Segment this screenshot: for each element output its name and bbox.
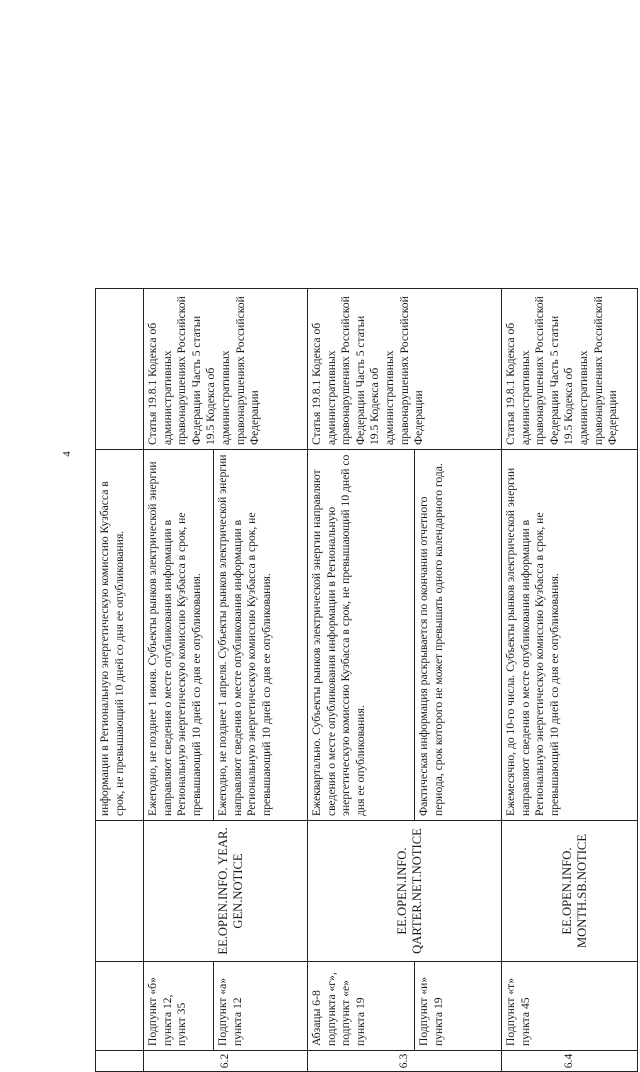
obligation-cell: информации в Региональную энергетическую комиссию Кузбасса в срок, не превышающий 10 дней со дня ее опубликования. (96, 450, 144, 821)
legal-basis-cell (214, 962, 308, 1051)
legal-basis-text: Подпункт «б» пункта 12, пункт 35 (146, 977, 189, 1046)
obligation-cell: Фактическая информация раскрывается по окончании отчетного периода, срок которого не может превышать одного календарного года. (415, 450, 502, 821)
template-code-cell (502, 821, 638, 962)
obligation-cell: Ежемесячно, до 10-го числа. Субъекты рынков электрической энергии направляют сведения о месте опубликования информации в Региональную энергетическую комиссию Кузбасса в срок, не превышающий 10 дней со дня ее опубликования. (502, 450, 638, 821)
liability-cell: Статья 19.8.1 Кодекса об административных правонарушениях Российской Федерации Часть 5 статьи 19.5 Кодекса об административных правонарушениях Российской Федерации (502, 289, 638, 450)
template-code: EE.OPEN.INFO. YEAR. GEN.NOTICE (215, 827, 245, 955)
table-row (144, 289, 214, 1072)
liability-cell: Статья 19.8.1 Кодекса об административных правонарушениях Российской Федерации Часть 5 статьи 19.5 Кодекса об административных правонарушениях Российской Федерации (308, 289, 502, 450)
obligation-cell: Ежегодно, не позднее 1 июня. Субъекты рынков электрической энергии направляют сведения о месте опубликования информации в Региональную энергетическую комиссию Кузбасса в срок, не превышающий 10 дней со дня ее опубликования. (144, 450, 214, 821)
table-row (308, 289, 415, 1072)
legal-basis-cell (308, 962, 415, 1051)
legal-basis-cell (96, 962, 144, 1051)
legal-basis-cell (502, 962, 638, 1051)
liability-cell (96, 289, 144, 450)
liability-cell: Статья 19.8.1 Кодекса об административных правонарушениях Российской Федерации Часть 5 статьи 19.5 Кодекса об административных правонарушениях Российской Федерации (144, 289, 308, 450)
template-code-cell (96, 821, 144, 962)
row-number-cell (96, 1051, 144, 1072)
legal-basis-cell (144, 962, 214, 1051)
table-row (502, 289, 638, 1072)
table-row (96, 289, 144, 1072)
obligation-cell: Ежеквартально. Субъекты рынков электрической энергии направляют сведения о месте опубликования информации в Региональную энергетическую комиссию Кузбасса в срок, не превышающий 10 дней со дня ее опубликования. (308, 450, 415, 821)
rotated-regulation-table (95, 288, 637, 1072)
legal-basis-text: Подпункт «и» пункта 19 (417, 976, 445, 1046)
regulation-table (95, 288, 638, 1072)
legal-basis-text: Подпункт «а» пункта 12 (216, 977, 244, 1046)
row-number-cell: 6.2 (144, 1051, 308, 1072)
obligation-cell: Ежегодно, не позднее 1 апреля. Субъекты рынков электрической энергии направляют сведения о месте опубликования информации в Региональную энергетическую комиссию Кузбасса в срок, не превышающий 10 дней со дня ее опубликования. (214, 450, 308, 821)
row-number-cell: 6.4 (502, 1051, 638, 1072)
legal-basis-text: Абзацы 6-8 подпункта «г», подпункт «е» пункта 19 (310, 972, 367, 1046)
row-number-cell: 6.3 (308, 1051, 502, 1072)
template-code-cell (308, 821, 502, 962)
legal-basis-cell (415, 962, 502, 1051)
template-code-cell (144, 821, 308, 962)
legal-basis-text: Подпункт «т» пункта 45 (504, 977, 532, 1046)
template-code: EE.OPEN.INFO. QARTER.NET.NOTICE (394, 828, 424, 954)
template-code: EE.OPEN.INFO. MONTH.SB.NOTICE (559, 833, 589, 949)
page-number: 4 (61, 451, 73, 457)
